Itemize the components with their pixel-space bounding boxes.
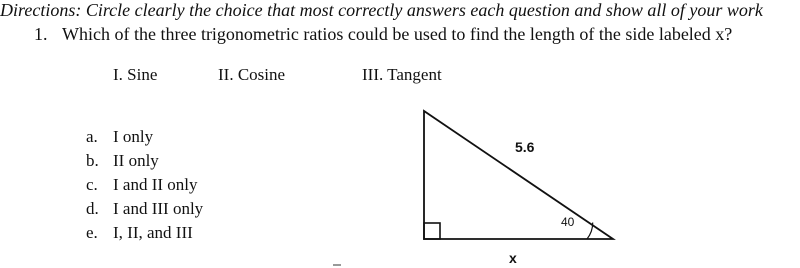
choice-text: I, II, and III	[113, 223, 193, 242]
ratio-option-cosine: II. Cosine	[218, 65, 286, 84]
stray-mark	[333, 264, 341, 266]
choice-letter: b.	[86, 151, 99, 170]
choice-text: I and II only	[113, 175, 198, 194]
question-number: 1.	[34, 24, 48, 44]
angle-label: 40	[561, 215, 575, 229]
question-text: Which of the three trigonometric ratios could be used to find the length of the side labeled x?	[62, 24, 733, 44]
triangle-outline	[424, 111, 613, 239]
choice-text: I and III only	[113, 199, 204, 218]
ratio-option-tangent: III. Tangent	[362, 65, 442, 84]
ratio-option-sine: I. Sine	[113, 65, 158, 84]
directions-text: Directions: Circle clearly the choice that most correctly answers each question and show all of your work	[0, 0, 763, 20]
choice-text: II only	[113, 151, 159, 170]
choice-letter: a.	[86, 127, 98, 146]
choice-letter: d.	[86, 199, 99, 218]
right-angle-marker	[424, 223, 440, 239]
choice-letter: c.	[86, 175, 98, 194]
choice-letter: e.	[86, 223, 98, 242]
choice-text: I only	[113, 127, 154, 146]
hypotenuse-label: 5.6	[515, 139, 535, 155]
base-label-x: x	[509, 250, 517, 266]
